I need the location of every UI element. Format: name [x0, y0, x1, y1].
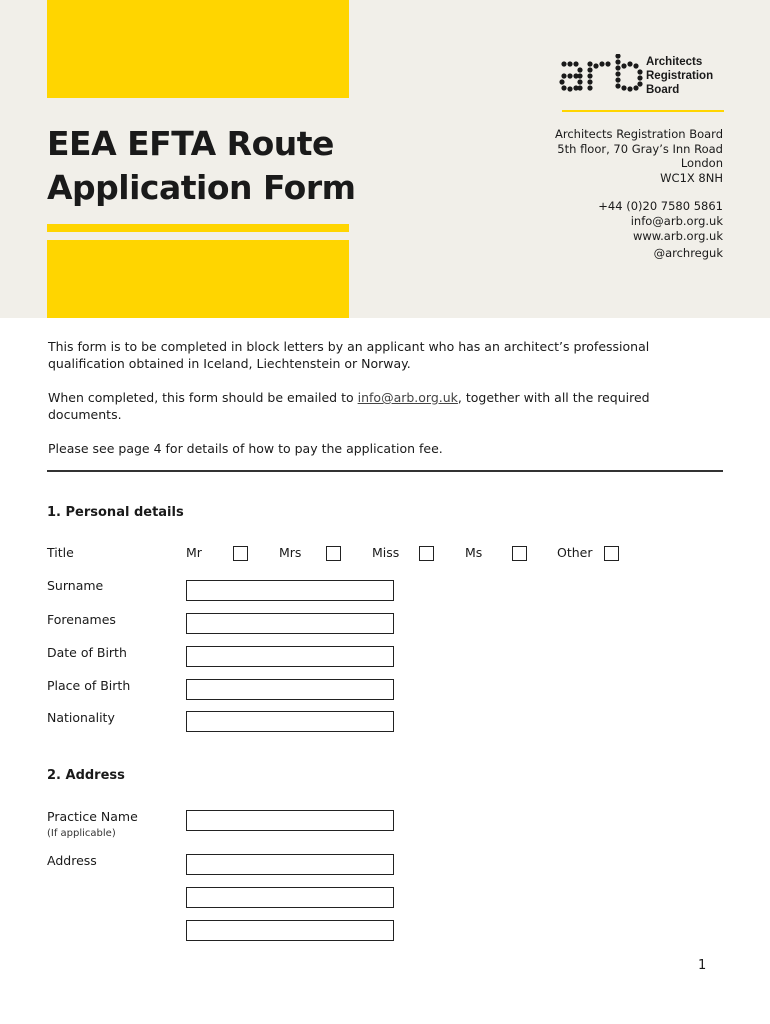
logo-wordmark — [646, 55, 713, 97]
title-mrs-checkbox[interactable] — [326, 546, 341, 561]
contact-social: @archreguk — [653, 246, 723, 261]
contact-address: 5th floor, 70 Gray’s Inn Road — [557, 141, 723, 156]
address-line-3-field[interactable] — [186, 920, 394, 941]
title-ms-checkbox[interactable] — [512, 546, 527, 561]
forenames-field[interactable] — [186, 613, 394, 634]
practice-name-label: Practice Name — [47, 809, 138, 824]
logo-divider — [562, 110, 724, 112]
contact-phone: +44 (0)20 7580 5861 — [598, 199, 723, 214]
pob-label: Place of Birth — [47, 678, 131, 693]
pob-field[interactable] — [186, 679, 394, 700]
title-line-1: EEA EFTA Route — [47, 124, 334, 163]
title-mr-checkbox[interactable] — [233, 546, 248, 561]
title-miss-checkbox[interactable] — [419, 546, 434, 561]
address-heading: 2. Address — [47, 768, 125, 783]
forenames-label: Forenames — [47, 612, 116, 627]
practice-name-sublabel: (If applicable) — [47, 828, 116, 839]
dob-field[interactable] — [186, 646, 394, 667]
contact-postcode: WC1X 8NH — [660, 170, 723, 185]
intro-paragraph-1: This form is to be completed in block letters by an applicant who has an architect’s professional qualification obtained in Iceland, Liechtenstein or Norway. — [48, 339, 650, 371]
address-label: Address — [47, 853, 97, 868]
yellow-rule — [47, 224, 349, 232]
contact-spacer — [555, 185, 723, 199]
page-title — [47, 122, 356, 210]
practice-name-field[interactable] — [186, 810, 394, 831]
address-line-2-field[interactable] — [186, 887, 394, 908]
nationality-label: Nationality — [47, 710, 115, 725]
yellow-block-bottom — [47, 240, 349, 318]
title-option-mr-label: Mr — [186, 545, 202, 560]
dob-label: Date of Birth — [47, 645, 127, 660]
page-number: 1 — [698, 958, 707, 973]
title-other-checkbox[interactable] — [604, 546, 619, 561]
contact-city: London — [680, 156, 723, 171]
title-line-2: Application Form — [47, 168, 356, 207]
section-divider — [47, 470, 723, 472]
intro-text — [48, 338, 688, 474]
intro-paragraph-3: Please see page 4 for details of how to pay the application fee. — [48, 441, 443, 456]
contact-email: info@arb.org.uk — [630, 213, 723, 228]
personal-details-heading: 1. Personal details — [47, 505, 184, 520]
logo-line-2: Registration — [646, 70, 714, 82]
title-option-miss-label: Miss — [372, 545, 400, 560]
contact-org: Architects Registration Board — [554, 127, 723, 141]
surname-field[interactable] — [186, 580, 394, 601]
logo-line-3: Board — [646, 84, 680, 96]
address-line-1-field[interactable] — [186, 854, 394, 875]
contact-website: www.arb.org.uk — [632, 228, 723, 243]
yellow-block-top — [47, 0, 349, 98]
contact-block — [555, 127, 723, 261]
surname-label: Surname — [47, 578, 104, 593]
email-link[interactable]: info@arb.org.uk — [357, 390, 458, 405]
logo-line-1: Architects — [646, 56, 703, 68]
title-option-mrs-label: Mrs — [279, 545, 302, 560]
intro-p2-before: When completed, this form should be emailed to — [48, 390, 358, 405]
intro-paragraph-2 — [48, 389, 688, 423]
nationality-field[interactable] — [186, 711, 394, 732]
title-option-ms-label: Ms — [465, 545, 483, 560]
title-label: Title — [47, 545, 74, 560]
title-option-other-label: Other — [557, 545, 593, 560]
intro-p2-after: , together with all the required documents. — [48, 390, 650, 422]
